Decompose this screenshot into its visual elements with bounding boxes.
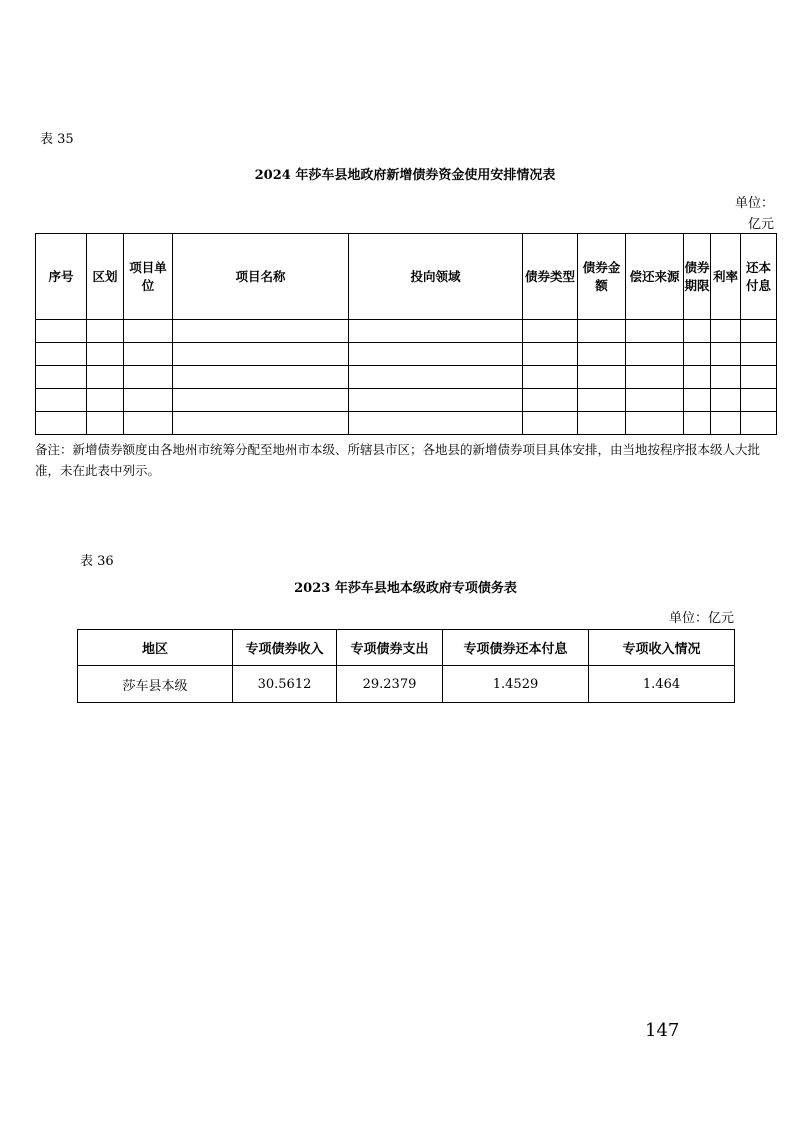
- table-cell: [711, 412, 741, 435]
- table-cell: [87, 343, 124, 366]
- header-bond-amount: 债券金额: [578, 234, 626, 320]
- table36-title: 2023 年莎车县地本级政府专项债务表: [294, 581, 517, 596]
- table36-unit: 单位：亿元: [668, 611, 734, 626]
- table-cell: [626, 412, 684, 435]
- table-cell: [523, 389, 578, 412]
- header-bond-term: 债券期限: [684, 234, 711, 320]
- table-cell: [741, 366, 777, 389]
- table-cell: [711, 366, 741, 389]
- table-cell-region: 莎车县本级: [78, 666, 233, 703]
- table-cell: [36, 366, 87, 389]
- table-cell: [626, 366, 684, 389]
- table-cell: [684, 366, 711, 389]
- table-cell: [349, 366, 523, 389]
- table-cell-expenditure: 29.2379: [337, 666, 443, 703]
- table-cell: [741, 343, 777, 366]
- table-cell: [173, 343, 349, 366]
- header-special-bond-debt-service: 专项债券还本付息: [443, 630, 589, 666]
- table-row: [36, 366, 777, 389]
- table-cell: [173, 389, 349, 412]
- table-cell: [741, 412, 777, 435]
- table-cell: [349, 412, 523, 435]
- header-investment-field: 投向领域: [349, 234, 523, 320]
- table-cell: [684, 320, 711, 343]
- table-cell: [124, 343, 173, 366]
- table35-unit-line2: 亿元: [747, 217, 774, 232]
- table-cell: [173, 366, 349, 389]
- table-cell: [684, 412, 711, 435]
- table35-unit-line1: 单位：: [734, 196, 774, 211]
- table35: [35, 233, 777, 435]
- table35-title: 2024 年莎车县地政府新增债券资金使用安排情况表: [254, 168, 556, 183]
- table-cell: [87, 412, 124, 435]
- table-cell: [523, 366, 578, 389]
- table-cell: [36, 320, 87, 343]
- table-row: [36, 412, 777, 435]
- table-cell: [124, 412, 173, 435]
- header-serial: 序号: [36, 234, 87, 320]
- header-region: 地区: [78, 630, 233, 666]
- page-number: 147: [645, 1020, 680, 1041]
- table-cell: [711, 389, 741, 412]
- header-interest-rate: 利率: [711, 234, 741, 320]
- table-cell: [523, 343, 578, 366]
- table-cell: [578, 320, 626, 343]
- table-cell: [684, 389, 711, 412]
- table-cell: [124, 389, 173, 412]
- table36-label: 表 36: [80, 554, 114, 569]
- table-cell: [87, 320, 124, 343]
- table-cell: [578, 389, 626, 412]
- header-debt-service: 还本付息: [741, 234, 777, 320]
- table-cell: [523, 320, 578, 343]
- table35-note: 备注：新增债券额度由各地州市统筹分配至地州市本级、所辖县市区；各地县的新增债券项目具体安排，由当地按程序报本级人大批准，未在此表中列示。: [35, 442, 761, 478]
- table-cell: [684, 343, 711, 366]
- header-special-bond-expenditure: 专项债券支出: [337, 630, 443, 666]
- table-cell: [626, 320, 684, 343]
- table-cell-debt-service: 1.4529: [443, 666, 589, 703]
- table-cell: [711, 343, 741, 366]
- table35-label: 表 35: [40, 132, 74, 147]
- table-cell: [36, 343, 87, 366]
- header-project-unit: 项目单位: [124, 234, 173, 320]
- table-cell: [578, 412, 626, 435]
- table-cell: [173, 320, 349, 343]
- table-cell: [349, 389, 523, 412]
- table-row: [78, 666, 735, 703]
- table-cell: [173, 412, 349, 435]
- table-cell: [36, 412, 87, 435]
- table-cell: [578, 366, 626, 389]
- header-special-bond-revenue: 专项债券收入: [233, 630, 337, 666]
- table-cell: [578, 343, 626, 366]
- table-cell: [124, 320, 173, 343]
- table-cell: [741, 389, 777, 412]
- table-cell: [523, 412, 578, 435]
- table-cell: [87, 389, 124, 412]
- table36: [77, 629, 735, 703]
- header-project-name: 项目名称: [173, 234, 349, 320]
- table-cell: [124, 366, 173, 389]
- table-row: [36, 343, 777, 366]
- table-cell: [349, 343, 523, 366]
- table-cell-revenue: 30.5612: [233, 666, 337, 703]
- table-cell: [36, 389, 87, 412]
- table-row: [36, 320, 777, 343]
- table-cell: [87, 366, 124, 389]
- table-cell-revenue-status: 1.464: [589, 666, 735, 703]
- table-cell: [349, 320, 523, 343]
- header-special-revenue-status: 专项收入情况: [589, 630, 735, 666]
- header-repayment-source: 偿还来源: [626, 234, 684, 320]
- table-cell: [741, 320, 777, 343]
- table-cell: [626, 389, 684, 412]
- table-cell: [711, 320, 741, 343]
- header-region: 区划: [87, 234, 124, 320]
- table-cell: [626, 343, 684, 366]
- header-bond-type: 债券类型: [523, 234, 578, 320]
- table-row: [36, 389, 777, 412]
